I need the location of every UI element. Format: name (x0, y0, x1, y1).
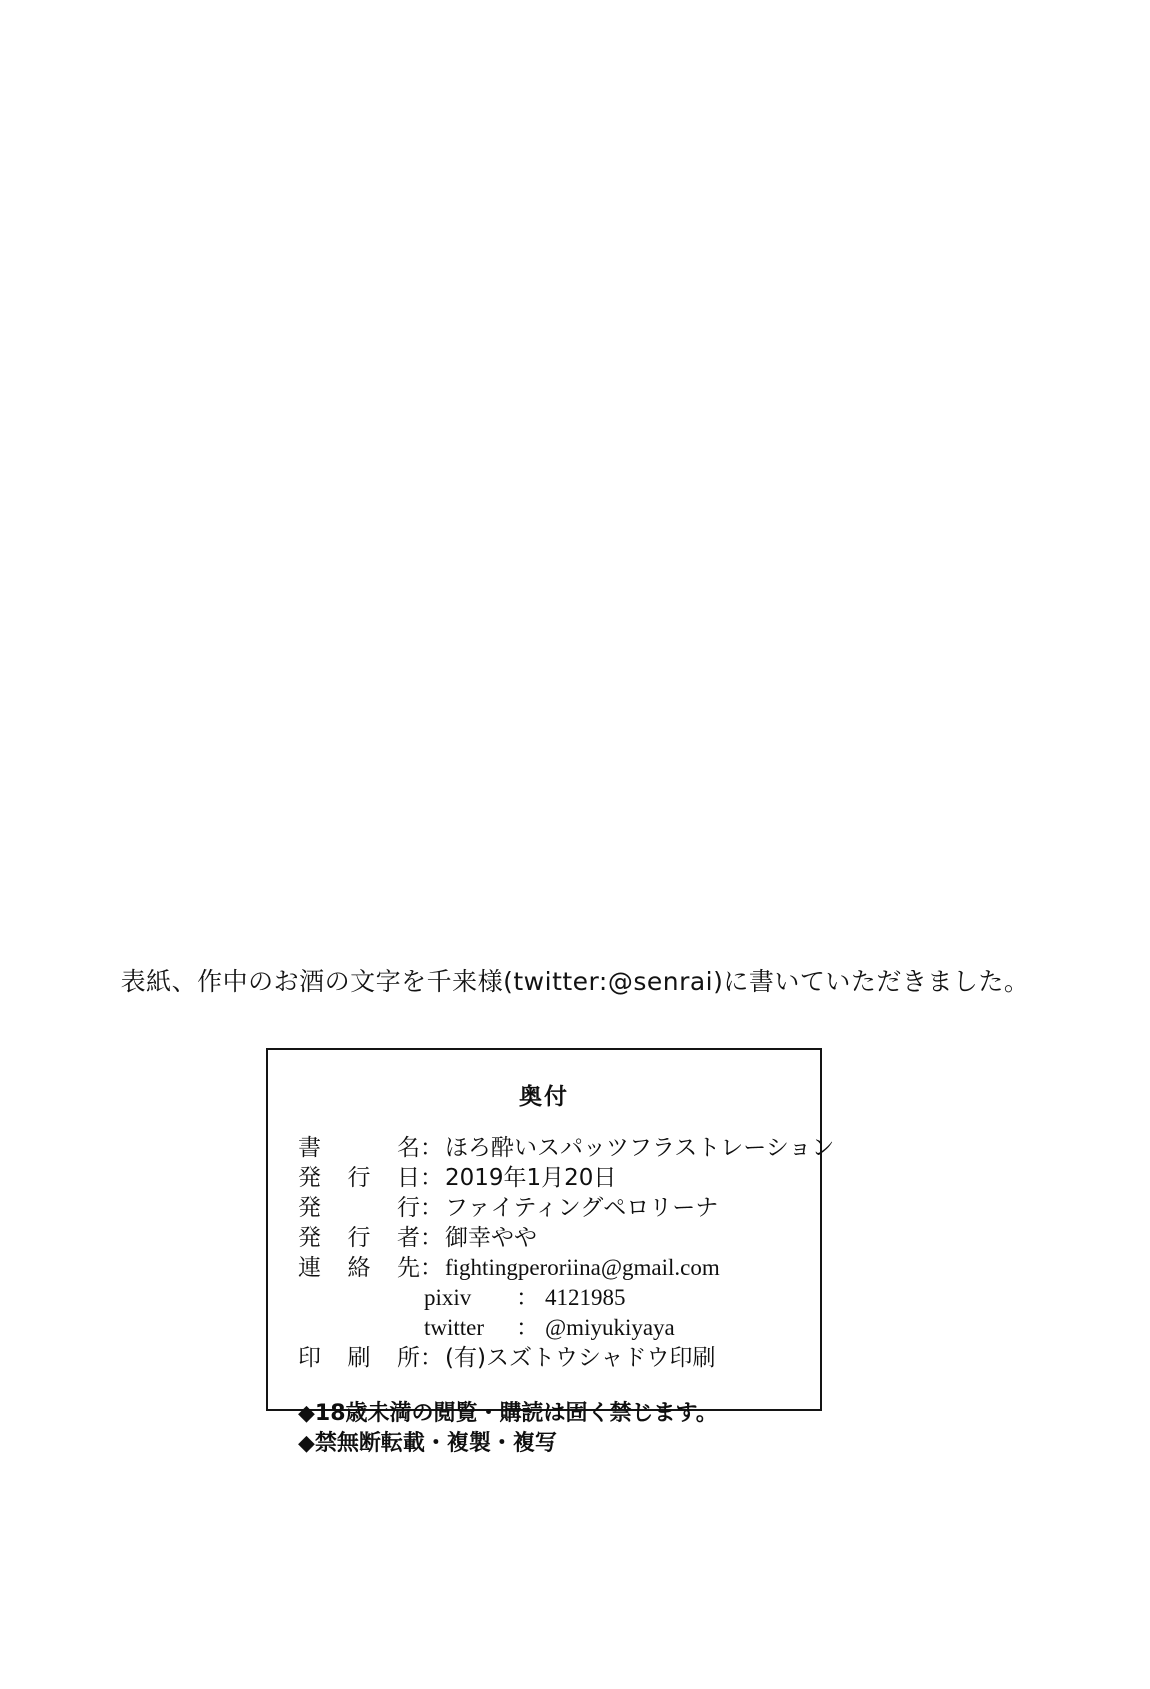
subcontact-value-pixiv: 4121985 (545, 1285, 626, 1310)
subcontact-key-pixiv: pixiv (424, 1285, 472, 1310)
field-value-author: 御幸やや (445, 1225, 537, 1251)
field-colon: ： (420, 1345, 443, 1371)
field-label-publish-date: 発行日 (298, 1165, 420, 1191)
notice-no-reproduction: ◆禁無断転載・複製・複写 (298, 1431, 557, 1456)
colophon-title: 奥付 (519, 1084, 569, 1110)
colophon-notices (298, 1399, 820, 1459)
subcontact-key-twitter: twitter (424, 1315, 485, 1340)
field-colon: ： (516, 1285, 539, 1310)
field-value-title: ほろ酔いスパッツフラストレーション (445, 1135, 835, 1161)
field-value-publish-date: 2019年1月20日 (445, 1165, 617, 1191)
field-label-circle: 発 行 (298, 1195, 420, 1221)
field-label-title: 書 名 (298, 1135, 420, 1161)
field-colon: ： (420, 1225, 443, 1251)
field-colon: ： (420, 1195, 443, 1221)
field-colon: ： (420, 1165, 443, 1191)
notice-age-restriction: ◆18歳未満の閲覧・購読は固く禁じます。 (298, 1401, 718, 1426)
colophon-field-row (298, 1343, 820, 1373)
subcontact-value-twitter: @miyukiyaya (545, 1315, 675, 1340)
field-label-printer: 印刷所 (298, 1345, 420, 1371)
field-value-printer: (有)スズトウシャドウ印刷 (445, 1345, 716, 1371)
field-value-contact-email: fightingperoriina@gmail.com (445, 1255, 720, 1280)
colophon-field-row (298, 1133, 835, 1163)
colophon-field-row (298, 1163, 820, 1193)
field-label-author: 発行者 (298, 1225, 420, 1251)
field-colon: ： (516, 1315, 539, 1340)
colophon-box (266, 1048, 835, 1456)
colophon-field-row (298, 1223, 820, 1253)
colophon-field-row (298, 1193, 820, 1223)
field-colon: ： (420, 1135, 443, 1161)
field-value-circle: ファイティングペロリーナ (445, 1195, 719, 1221)
colophon-field-row (298, 1253, 820, 1283)
field-colon: ： (420, 1255, 443, 1281)
colophon-field-list (298, 1133, 835, 1373)
cover-credit-note: 表紙、作中のお酒の文字を千来様(twitter:@senrai)に書いていただきました。 (120, 967, 1030, 996)
colophon-subcontact-row (298, 1283, 820, 1313)
field-label-contact: 連絡先 (298, 1255, 420, 1281)
colophon-subcontact-row (298, 1313, 820, 1343)
